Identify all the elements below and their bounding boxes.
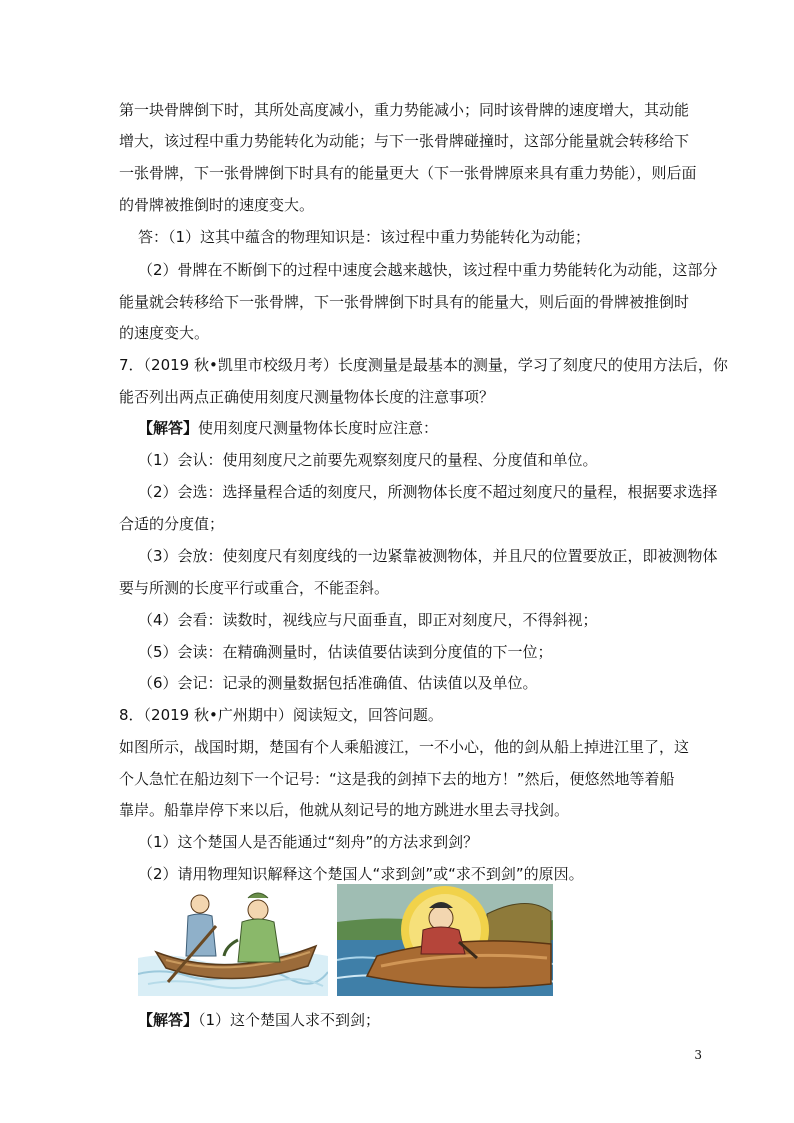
q7-item-3: （3）会放：使刻度尺有刻度线的一边紧靠被测物体，并且尺的位置要放正，即被测物体 xyxy=(138,547,718,565)
answer6-a2-line-2: 能量就会转移给下一张骨牌，下一张骨牌倒下时具有的能量大，则后面的骨牌被推倒时 xyxy=(119,293,690,311)
q7-item-3-cont: 要与所测的长度平行或重合，不能歪斜。 xyxy=(119,579,390,597)
p1-line-1: 第一块骨牌倒下时，其所处高度减小，重力势能减小；同时该骨牌的速度增大，其动能 xyxy=(119,101,690,119)
q7-line-2: 能否列出两点正确使用刻度尺测量物体长度的注意事项？ xyxy=(119,388,495,406)
boat-illustration-right xyxy=(337,884,553,996)
q7-item-1: （1）会认：使用刻度尺之前要先观察刻度尺的量程、分度值和单位。 xyxy=(138,451,598,469)
q7-item-6: （6）会记：记录的测量数据包括准确值、估读值以及单位。 xyxy=(138,674,538,692)
q8-title: 8．（2019 秋•广州期中）阅读短文，回答问题。 xyxy=(119,706,443,724)
answer-text: （1）这个楚国人求不到剑； xyxy=(198,1011,381,1029)
q7-item-4: （4）会看：读数时，视线应与尺面垂直，即正对刻度尺，不得斜视； xyxy=(138,611,598,629)
answer-intro-text: 使用刻度尺测量物体长度时应注意： xyxy=(198,419,439,437)
page-number: 3 xyxy=(694,1048,702,1062)
q8-story-line-1: 如图所示，战国时期，楚国有个人乘船渡江，一不小心，他的剑从船上掉进江里了，这 xyxy=(119,738,690,756)
answer6-a2-line-1: （2）骨牌在不断倒下的过程中速度会越来越快，该过程中重力势能转化为动能，这部分 xyxy=(138,261,718,279)
p1-line-2: 增大，该过程中重力势能转化为动能；与下一张骨牌碰撞时，这部分能量就会转移给下 xyxy=(119,132,690,150)
q8-question-1: （1）这个楚国人是否能通过“刻舟”的方法求到剑？ xyxy=(138,833,479,851)
q8-question-2: （2）请用物理知识解释这个楚国人“求到剑”或“求不到剑”的原因。 xyxy=(138,865,584,883)
q8-story-line-3: 靠岸。船靠岸停下来以后，他就从刻记号的地方跳进水里去寻找剑。 xyxy=(119,801,570,819)
q7-line-1: 7．（2019 秋•凯里市校级月考）长度测量是最基本的测量，学习了刻度尺的使用方法后，你 xyxy=(119,356,728,374)
answer-tag: 【解答】 xyxy=(138,419,199,437)
answer6-a1: 答：（1）这其中蕴含的物理知识是：该过程中重力势能转化为动能； xyxy=(138,228,591,246)
q7-item-2-cont: 合适的分度值； xyxy=(119,515,225,533)
q8-answer-1 xyxy=(138,1010,380,1030)
q7-item-2: （2）会选：选择量程合适的刻度尺，所测物体长度不超过刻度尺的量程，根据要求选择 xyxy=(138,483,718,501)
q7-answer-intro xyxy=(138,418,438,438)
q7-item-5: （5）会读：在精确测量时，估读值要估读到分度值的下一位； xyxy=(138,643,553,661)
q8-story-line-2: 个人急忙在船边刻下一个记号：“这是我的剑掉下去的地方！”然后，便悠然地等着船 xyxy=(119,770,675,788)
answer-tag: 【解答】 xyxy=(138,1011,199,1029)
p1-line-3: 一张骨牌，下一张骨牌倒下时具有的能量更大（下一张骨牌原来具有重力势能），则后面 xyxy=(119,164,697,182)
p1-line-4: 的骨牌被推倒时的速度变大。 xyxy=(119,196,315,214)
boat-illustration-left xyxy=(138,886,328,996)
answer6-a2-line-3: 的速度变大。 xyxy=(119,324,210,342)
